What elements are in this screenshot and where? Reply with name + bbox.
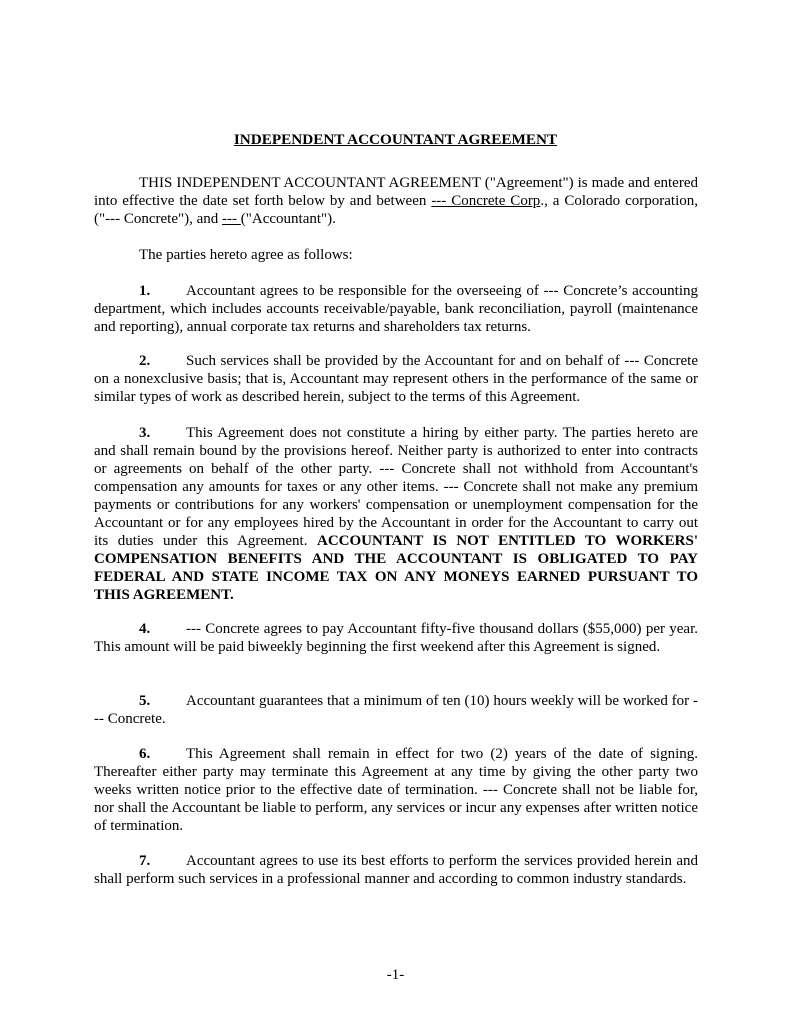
section-4 (94, 620, 698, 656)
intro-text-2: ., a Colorado corporation, ("--- Concrete"), and (94, 193, 698, 227)
section-3 (94, 424, 698, 604)
section-number: 7. (139, 853, 151, 869)
section-text: This Agreement does not constitute a hiring by either party. The parties hereto are and shall remain bound by the provisions hereof. Neither party is authorized to enter into contracts or agreements on behalf of the other party. --- Concrete shall not withhold from Accountant's compensation any amounts for taxes or any other items. --- Concrete shall not make any premium payments or contributions for any workers' compensation or unemployment compensation for the Accountant or for any employees hired by the Accountant in order for the Accountant to carry out its duties under this Agreement. (94, 425, 698, 549)
section-text: Accountant agrees to use its best efforts to perform the services provided herein and shall perform such services in a professional manner and according to common industry standards. (94, 853, 698, 887)
section-6 (94, 745, 698, 835)
section-number: 2. (139, 353, 151, 369)
section-number: 4. (139, 621, 151, 637)
section-text: --- Concrete agrees to pay Accountant fifty-five thousand dollars ($55,000) per year. This amount will be paid biweekly beginning the first weekend after this Agreement is signed. (94, 621, 698, 655)
section-7 (94, 852, 698, 888)
section-bold-text: ACCOUNTANT IS NOT ENTITLED TO WORKERS' COMPENSATION BENEFITS AND THE ACCOUNTANT IS OBLIGATED TO PAY FEDERAL AND STATE INCOME TAX ON ANY MONEYS EARNED PURSUANT TO THIS AGREEMENT. (94, 533, 699, 603)
section-1 (94, 282, 698, 336)
intro-text-3: ("Accountant"). (240, 211, 336, 227)
section-number: 3. (139, 425, 151, 441)
section-text: Accountant guarantees that a minimum of ten (10) hours weekly will be worked for --- Concrete. (94, 693, 698, 727)
section-number: 5. (139, 693, 151, 709)
intro-paragraph (94, 174, 698, 228)
section-5 (94, 692, 698, 728)
parties-paragraph: The parties hereto agree as follows: (139, 247, 353, 263)
section-2 (94, 352, 698, 406)
document-title: INDEPENDENT ACCOUNTANT AGREEMENT (233, 131, 558, 148)
page-number: -1- (386, 967, 405, 983)
section-number: 6. (139, 746, 151, 762)
company-name: --- Concrete Corp (431, 193, 541, 209)
accountant-name: --- (222, 211, 241, 227)
section-text: Such services shall be provided by the Accountant for and on behalf of --- Concrete on a nonexclusive basis; that is, Accountant may represent others in the performance of the same or similar types of work as described herein, subject to the terms of this Agreement. (94, 353, 698, 405)
intro-text-1: THIS INDEPENDENT ACCOUNTANT AGREEMENT ("Agreement") is made and entered into effective the date set forth below by and between (94, 175, 698, 209)
section-text: This Agreement shall remain in effect for two (2) years of the date of signing. Thereafter either party may terminate this Agreement at any time by giving the other party two weeks written notice prior to the effective date of termination. --- Concrete shall not be liable for, nor shall the Accountant be liable to perform, any services or incur any expenses after written notice of termination. (94, 746, 698, 834)
section-number: 1. (139, 283, 151, 299)
section-text: Accountant agrees to be responsible for the overseeing of --- Concrete’s accounting department, which includes accounts receivable/payable, bank reconciliation, payroll (maintenance and reporting), annual corporate tax returns and shareholders tax returns. (94, 283, 698, 335)
